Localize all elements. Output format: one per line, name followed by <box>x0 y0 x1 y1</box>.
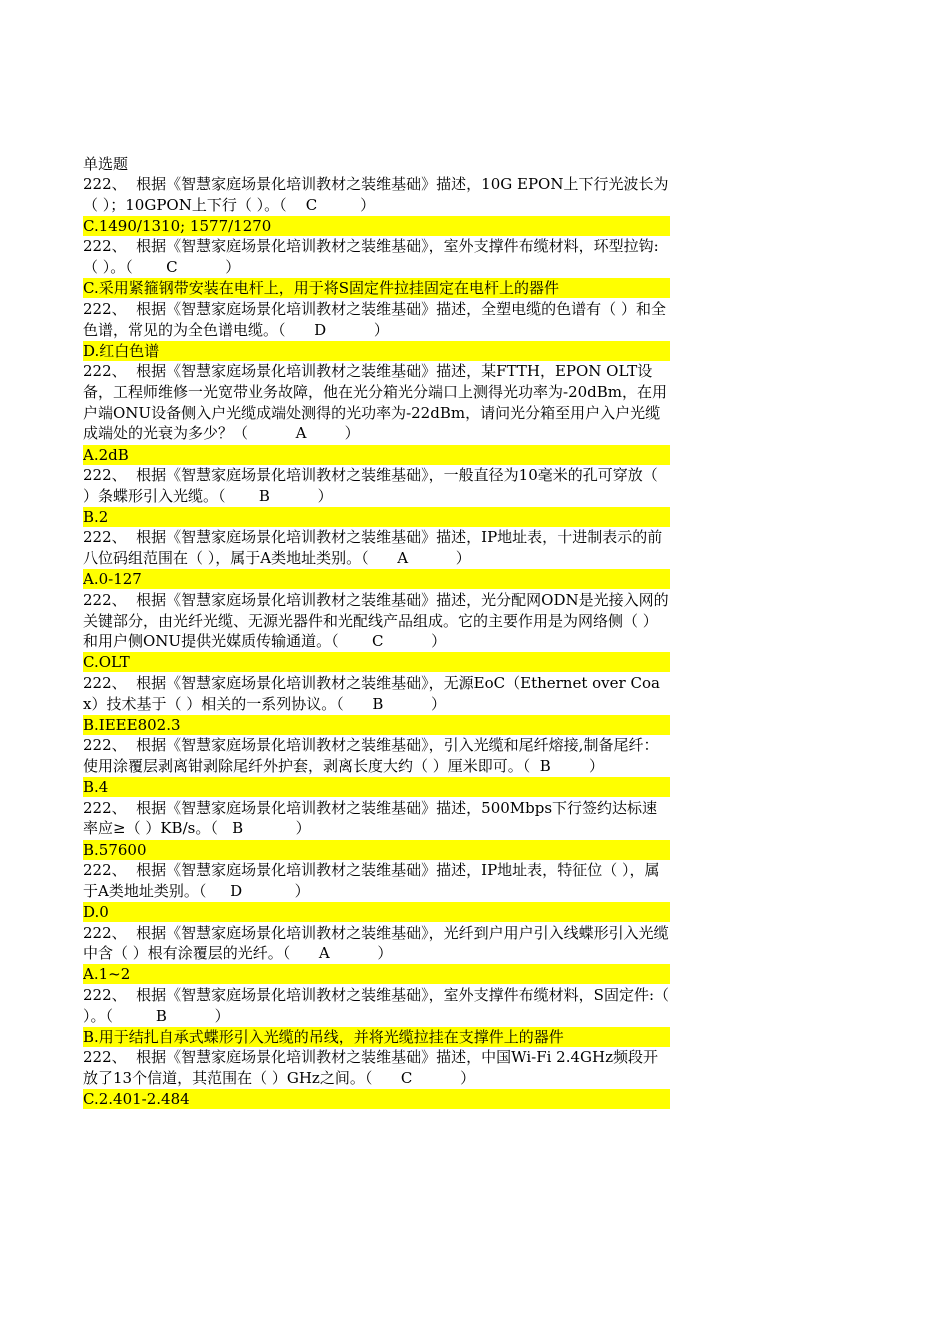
question-item <box>83 860 670 922</box>
question-item <box>83 174 670 236</box>
answer-highlight: B.IEEE802.3 <box>83 715 670 735</box>
question-text: 222、 根据《智慧家庭场景化培训教材之装维基础》描述，光分配网ODN是光接入网的关键部分，由光纤光缆、无源光器件和光配线产品组成。它的主要作用是为网络侧（ ）和用户侧ONU提供光媒质传输通道。（ C ） <box>83 590 669 651</box>
answer-highlight: B.2 <box>83 507 670 527</box>
answer-highlight: C.2.401-2.484 <box>83 1089 670 1109</box>
question-item <box>83 1047 670 1109</box>
question-item <box>83 527 670 589</box>
question-item <box>83 798 670 860</box>
answer-highlight: A.2dB <box>83 445 670 465</box>
question-sheet <box>83 154 674 1110</box>
answer-highlight: D.红白色谱 <box>83 341 670 361</box>
question-text: 222、 根据《智慧家庭场景化培训教材之装维基础》描述，全塑电缆的色谱有（ ）和全色谱，常见的为全色谱电缆。（ D ） <box>83 299 666 339</box>
answer-highlight: C.OLT <box>83 652 670 672</box>
question-item <box>83 985 674 1047</box>
question-text: 222、 根据《智慧家庭场景化培训教材之装维基础》，室外支撑件布缆材料，环型拉钩:（ ）。（ C ） <box>83 237 659 277</box>
answer-highlight: C.1490/1310; 1577/1270 <box>83 216 670 236</box>
answer-highlight: B.4 <box>83 777 670 797</box>
section-title: 单选题 <box>83 155 129 173</box>
question-text: 222、 根据《智慧家庭场景化培训教材之装维基础》描述，10G EPON上下行光波长为（ ）；10GPON上下行（ ）。（ C ） <box>83 175 669 214</box>
question-item <box>83 923 670 985</box>
answer-highlight: A.1~2 <box>83 964 670 984</box>
question-item <box>83 465 670 527</box>
question-item <box>83 236 670 298</box>
question-text: 222、 根据《智慧家庭场景化培训教材之装维基础》，引入光缆和尾纤熔接,制备尾纤：使用涂覆层剥离钳剥除尾纤外护套，剥离长度大约（ ）厘米即可。（ B ） <box>83 736 659 776</box>
answer-highlight: B.用于结扎自承式蝶形引入光缆的吊线，并将光缆拉挂在支撑件上的器件 <box>83 1027 670 1047</box>
question-text: 222、 根据《智慧家庭场景化培训教材之装维基础》描述，IP地址表，十进制表示的前八位码组范围在（ ），属于A类地址类别。（ A ） <box>83 528 663 568</box>
question-item <box>83 735 670 797</box>
answer-highlight: C.采用紧箍钢带安装在电杆上，用于将S固定件拉挂固定在电杆上的器件 <box>83 278 670 298</box>
question-text: 222、 根据《智慧家庭场景化培训教材之装维基础》，室外支撑件布缆材料，S固定件:（ ）。（ B ） <box>83 985 674 1025</box>
answer-highlight: D.0 <box>83 902 670 922</box>
question-text: 222、 根据《智慧家庭场景化培训教材之装维基础》，一般直径为10毫米的孔可穿放（ ）条蝶形引入光缆。（ B ） <box>83 466 663 505</box>
question-text: 222、 根据《智慧家庭场景化培训教材之装维基础》，无源EoC（Ethernet over Coax）技术基于（ ）相关的一系列协议。（ B ） <box>83 673 660 713</box>
question-item <box>83 299 670 361</box>
answer-highlight: B.57600 <box>83 840 670 860</box>
question-item <box>83 673 670 735</box>
question-item <box>83 361 670 464</box>
question-text: 222、 根据《智慧家庭场景化培训教材之装维基础》，光纤到户用户引入线蝶形引入光缆中含（ ）根有涂覆层的光纤。（ A ） <box>83 923 669 963</box>
question-text: 222、 根据《智慧家庭场景化培训教材之装维基础》描述，IP地址表，特征位（ ），属于A类地址类别。（ D ） <box>83 861 660 900</box>
question-text: 222、 根据《智慧家庭场景化培训教材之装维基础》描述，中国Wi-Fi 2.4GHz频段开放了13个信道，其范围在（ ）GHz之间。（ C ） <box>83 1048 658 1088</box>
question-text: 222、 根据《智慧家庭场景化培训教材之装维基础》描述，500Mbps下行签约达标速率应≥（ ）KB/s。（ B ） <box>83 798 658 838</box>
question-item <box>83 590 670 673</box>
answer-highlight: A.0-127 <box>83 569 670 589</box>
question-text: 222、 根据《智慧家庭场景化培训教材之装维基础》描述，某FTTH，EPON OLT设备，工程师维修一光宽带业务故障，他在光分箱光分端口上测得光功率为-20dBm，在用户端ONU设备侧入户光缆成端处测得的光功率为-22dBm，请问光分箱至用户入户光缆成端处的光衰为多少？（ A ） <box>83 362 668 443</box>
